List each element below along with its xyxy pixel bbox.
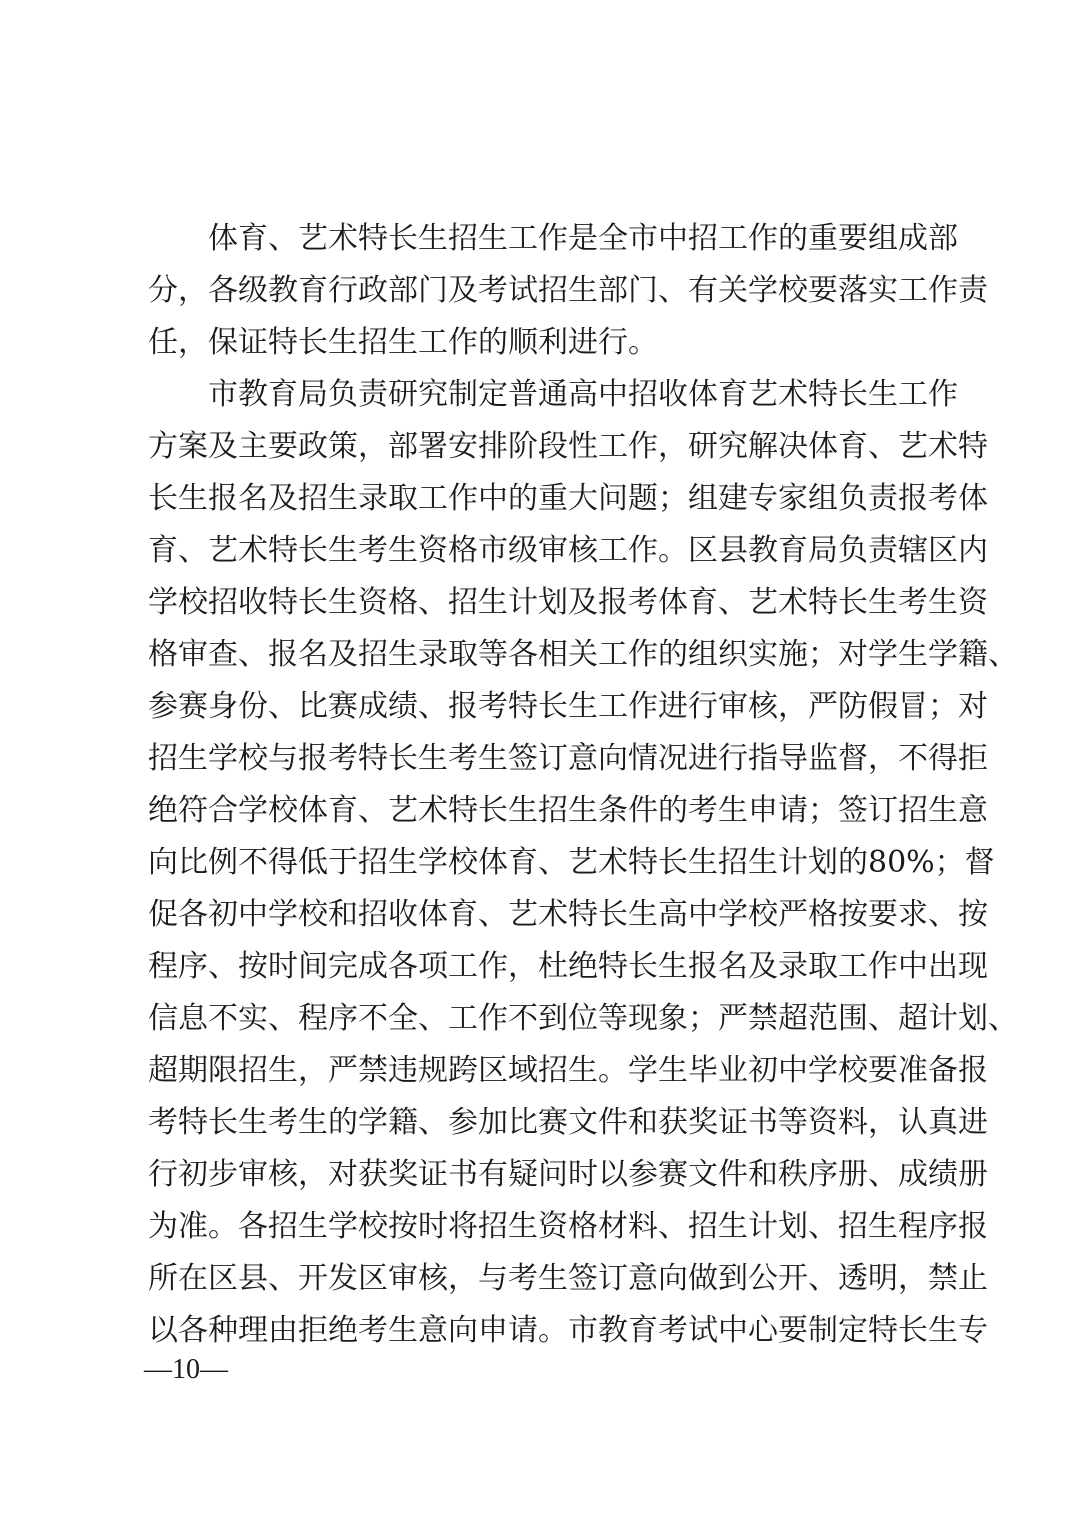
paragraph-2-line-13: 信息不实、程序不全、工作不到位等现象；严禁超范围、超计划、 xyxy=(148,1001,1018,1036)
paragraph-2-line-3: 长生报名及招生录取工作中的重大问题；组建专家组负责报考体 xyxy=(148,481,988,516)
paragraph-1-line-1: 体育、艺术特长生招生工作是全市中招工作的重要组成部 xyxy=(208,221,958,256)
paragraph-2-line-9: 绝符合学校体育、艺术特长生招生条件的考生申请；签订招生意 xyxy=(148,793,988,828)
paragraph-2-line-7: 参赛身份、比赛成绩、报考特长生工作进行审核，严防假冒；对 xyxy=(148,689,988,724)
paragraph-2-line-8: 招生学校与报考特长生考生签订意向情况进行指导监督，不得拒 xyxy=(148,741,988,776)
paragraph-2-line-16: 行初步审核，对获奖证书有疑问时以参赛文件和秩序册、成绩册 xyxy=(148,1157,988,1192)
paragraph-2-line-17: 为准。各招生学校按时将招生资格材料、招生计划、招生程序报 xyxy=(148,1209,988,1244)
paragraph-2-line-5: 学校招收特长生资格、招生计划及报考体育、艺术特长生考生资 xyxy=(148,585,988,620)
paragraph-2-line-11: 促各初中学校和招收体育、艺术特长生高中学校严格按要求、按 xyxy=(148,897,988,932)
paragraph-2-line-19: 以各种理由拒绝考生意向申请。市教育考试中心要制定特长生专 xyxy=(148,1313,988,1348)
paragraph-2-line-15: 考特长生考生的学籍、参加比赛文件和获奖证书等资料，认真进 xyxy=(148,1105,988,1140)
paragraph-2-line-12: 程序、按时间完成各项工作，杜绝特长生报名及录取工作中出现 xyxy=(148,949,988,984)
paragraph-1-line-2: 分，各级教育行政部门及考试招生部门、有关学校要落实工作责 xyxy=(148,273,988,308)
paragraph-2-line-2: 方案及主要政策，部署安排阶段性工作，研究解决体育、艺术特 xyxy=(148,429,988,464)
paragraph-2-line-1: 市教育局负责研究制定普通高中招收体育艺术特长生工作 xyxy=(208,377,958,412)
paragraph-2-line-14: 超期限招生，严禁违规跨区域招生。学生毕业初中学校要准备报 xyxy=(148,1053,988,1088)
paragraph-2-line-10: 向比例不得低于招生学校体育、艺术特长生招生计划的80%；督 xyxy=(148,845,995,880)
paragraph-1-line-3: 任，保证特长生招生工作的顺利进行。 xyxy=(148,325,658,360)
paragraph-2-line-6: 格审查、报名及招生录取等各相关工作的组织实施；对学生学籍、 xyxy=(148,637,1018,672)
paragraph-2-line-4: 育、艺术特长生考生资格市级审核工作。区县教育局负责辖区内 xyxy=(148,533,988,568)
page-number: —10— xyxy=(144,1354,228,1385)
paragraph-2-line-18: 所在区县、开发区审核，与考生签订意向做到公开、透明，禁止 xyxy=(148,1261,988,1296)
